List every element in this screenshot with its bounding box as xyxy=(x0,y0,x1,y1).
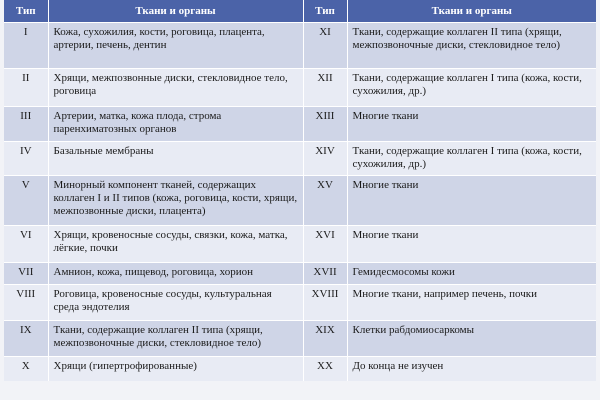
tissues-cell: Многие ткани xyxy=(347,226,596,263)
collagen-types-table xyxy=(4,0,596,381)
type-cell: VI xyxy=(4,226,48,263)
type-cell: III xyxy=(4,107,48,142)
header-tissues-2: Ткани и органы xyxy=(347,0,596,23)
tissues-cell: Артерии, матка, кожа плода, строма паренхиматозных органов xyxy=(48,107,303,142)
type-cell: I xyxy=(4,23,48,69)
tissues-cell: Ткани, содержащие коллаген I типа (кожа, кости, сухожилия, др.) xyxy=(347,69,596,107)
tissues-cell: Многие ткани xyxy=(347,107,596,142)
tissues-cell: Гемидесмосомы кожи xyxy=(347,263,596,285)
type-cell: V xyxy=(4,176,48,226)
type-cell: VII xyxy=(4,263,48,285)
tissues-cell: Кожа, сухожилия, кости, роговица, плацента, артерии, печень, дентин xyxy=(48,23,303,69)
tissues-cell: Базальные мембраны xyxy=(48,142,303,176)
header-tissues: Ткани и органы xyxy=(48,0,303,23)
type-cell: IV xyxy=(4,142,48,176)
table-row xyxy=(4,285,596,321)
tissues-cell: Хрящи (гипертрофированные) xyxy=(48,357,303,381)
type-cell: XI xyxy=(303,23,347,69)
type-cell: XIX xyxy=(303,321,347,357)
tissues-cell: Ткани, содержащие коллаген II типа (хрящи, межпозвоночные диски, стекловидное тело) xyxy=(48,321,303,357)
tissues-cell: Минорный компонент тканей, содержащих коллаген I и II типов (кожа, роговица, кости, хрящи, межпозвонные диски, плацента) xyxy=(48,176,303,226)
type-cell: XX xyxy=(303,357,347,381)
type-cell: VIII xyxy=(4,285,48,321)
tissues-cell: Амнион, кожа, пищевод, роговица, хорион xyxy=(48,263,303,285)
tissues-cell: Роговица, кровеносные сосуды, культуральная среда эндотелия xyxy=(48,285,303,321)
type-cell: IX xyxy=(4,321,48,357)
tissues-cell: Ткани, содержащие коллаген I типа (кожа, кости, сухожилия, др.) xyxy=(347,142,596,176)
tissues-cell: Ткани, содержащие коллаген II типа (хрящи, межпозвоночные диски, стекловидное тело) xyxy=(347,23,596,69)
collagen-types-table-container xyxy=(4,0,596,400)
table-row xyxy=(4,107,596,142)
type-cell: XV xyxy=(303,176,347,226)
type-cell: II xyxy=(4,69,48,107)
header-type: Тип xyxy=(4,0,48,23)
type-cell: XII xyxy=(303,69,347,107)
type-cell: XIII xyxy=(303,107,347,142)
type-cell: XVI xyxy=(303,226,347,263)
table-row xyxy=(4,357,596,381)
table-row xyxy=(4,69,596,107)
table-row xyxy=(4,321,596,357)
tissues-cell: Хрящи, межпозвонные диски, стекловидное тело, роговица xyxy=(48,69,303,107)
header-type-2: Тип xyxy=(303,0,347,23)
table-row xyxy=(4,176,596,226)
type-cell: XIV xyxy=(303,142,347,176)
tissues-cell: Многие ткани, например печень, почки xyxy=(347,285,596,321)
type-cell: XVII xyxy=(303,263,347,285)
table-row xyxy=(4,23,596,69)
table-row xyxy=(4,263,596,285)
tissues-cell: До конца не изучен xyxy=(347,357,596,381)
tissues-cell: Хрящи, кровеносные сосуды, связки, кожа, матка, лёгкие, почки xyxy=(48,226,303,263)
table-header-row xyxy=(4,0,596,23)
type-cell: XVIII xyxy=(303,285,347,321)
table-row xyxy=(4,142,596,176)
type-cell: X xyxy=(4,357,48,381)
tissues-cell: Клетки рабдомиосаркомы xyxy=(347,321,596,357)
tissues-cell: Многие ткани xyxy=(347,176,596,226)
table-row xyxy=(4,226,596,263)
